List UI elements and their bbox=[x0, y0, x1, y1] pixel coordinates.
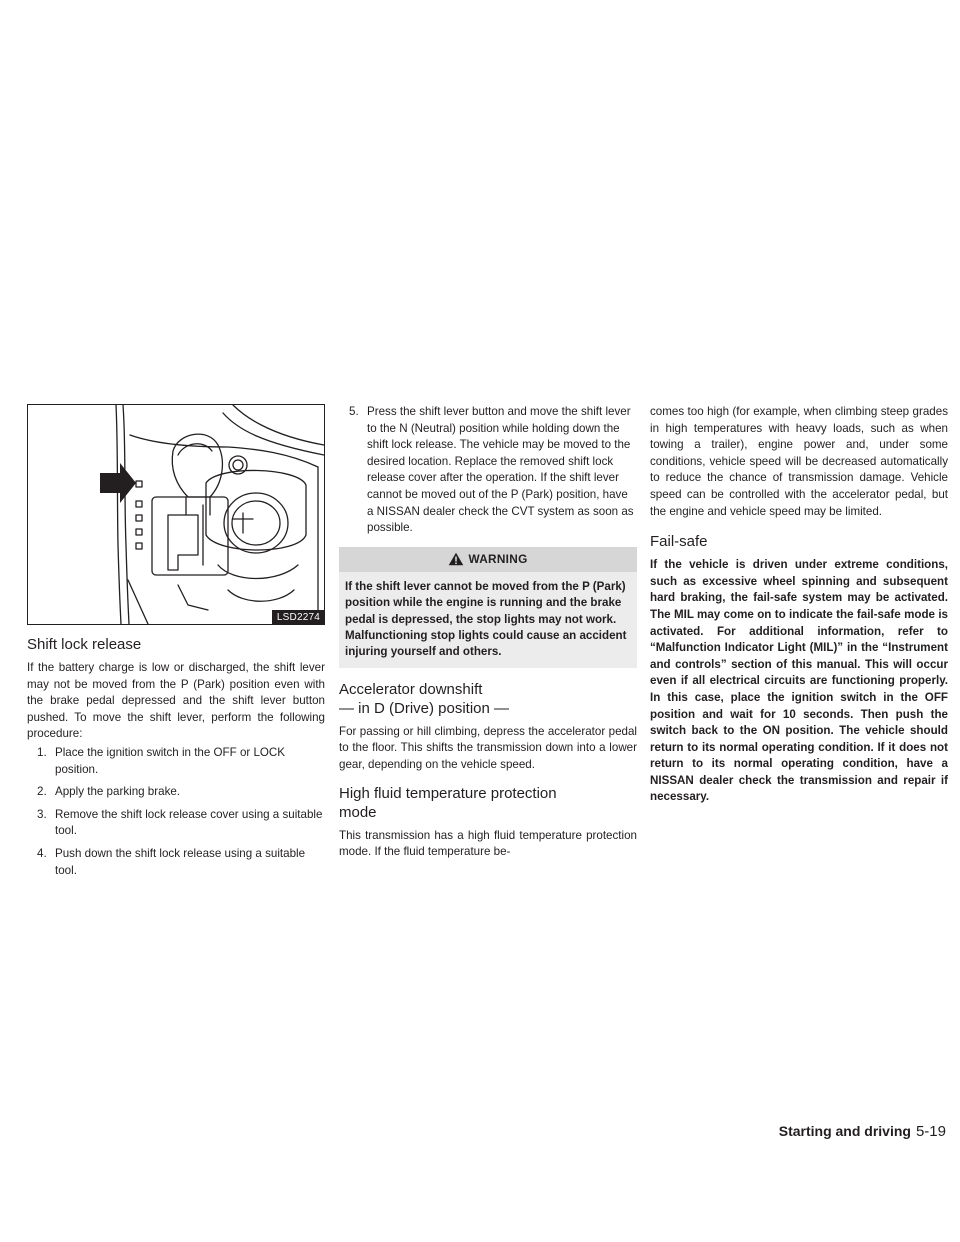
shift-lock-steps bbox=[27, 745, 325, 879]
shift-lever-figure bbox=[27, 404, 325, 625]
step-1: 1. Place the ignition switch in the OFF or LOCK position. bbox=[37, 745, 286, 776]
warning-header bbox=[339, 547, 637, 572]
figure-code: LSD2274 bbox=[272, 610, 324, 624]
high-fluid-text-part1: This transmission has a high fluid temperature protection mode. If the fluid temperature be- bbox=[339, 828, 637, 859]
shift-lock-steps-continued bbox=[339, 404, 637, 537]
warning-box bbox=[339, 547, 637, 668]
page-number: 5-19 bbox=[915, 1123, 946, 1140]
heading-shift-lock-release: Shift lock release bbox=[27, 636, 142, 653]
accelerator-text: For passing or hill climbing, depress the accelerator pedal to the floor. This shifts the transmission down into a lower gear, depending on the vehicle speed. bbox=[339, 724, 637, 771]
column-right bbox=[650, 404, 948, 806]
footer-section-title: Starting and driving bbox=[778, 1123, 911, 1139]
heading-high-fluid-temperature: High fluid temperature protection mode bbox=[339, 784, 557, 821]
step-4: 4. Push down the shift lock release using a suitable tool. bbox=[37, 846, 306, 877]
step-3: 3. Remove the shift lock release cover using a suitable tool. bbox=[37, 807, 323, 838]
column-left bbox=[27, 404, 325, 879]
warning-title: WARNING bbox=[468, 552, 528, 567]
warning-text: If the shift lever cannot be moved from the P (Park) position while the engine is running and the brake pedal is depressed, the stop lights may not work. Malfunctioning stop lights could cause an accident injuring yourself and others. bbox=[345, 579, 627, 659]
shift-console-illustration bbox=[28, 405, 324, 624]
column-middle bbox=[339, 404, 637, 861]
page-footer bbox=[650, 1121, 946, 1142]
fail-safe-text: If the vehicle is driven under extreme conditions, such as excessive wheel spinning and subsequent hard braking, the fail-safe system may be activated. The MIL may come on to indicate the fail-safe mode is activated. For additional information, refer to “Malfunction Indicator Light (MIL)” in the “Instrument and controls” section of this manual. This will occur even if all electrical circuits are functioning properly. In this case, place the ignition switch in the OFF position and wait for 10 seconds. Then push the switch back to the ON position. The vehicle should return to its normal operating condition. If it does not return to its normal operating condition, have a NISSAN dealer check the transmission and repair if necessary. bbox=[650, 558, 948, 804]
heading-fail-safe: Fail-safe bbox=[650, 533, 708, 551]
warning-body bbox=[339, 572, 637, 668]
step-5: 5. Press the shift lever button and move the shift lever to the N (Neutral) position while holding down the shift lock release. The vehicle may be moved to the desired location. Replace the removed shift lock release cover after the operation. If the shift lever cannot be moved out of the P (Park) position, have a NISSAN dealer check the CVT system as soon as possible. bbox=[349, 405, 634, 535]
shift-lock-intro: If the battery charge is low or discharged, the shift lever may not be moved from the P (Park) position even with the brake pedal depressed and the shift lever button pushed. To move the shift lever, perform the following procedure: bbox=[27, 661, 325, 741]
heading-accelerator-downshift: Accelerator downshift — in D (Drive) position — bbox=[339, 680, 510, 717]
warning-triangle-icon bbox=[448, 552, 464, 566]
step-2: 2. Apply the parking brake. bbox=[37, 785, 181, 799]
high-fluid-text-part2: comes too high (for example, when climbing steep grades in high temperatures with heavy loads, such as when towing a trailer), engine power and, under some conditions, vehicle speed will be decreased automatically to reduce the chance of transmission damage. Vehicle speed can be controlled with the accelerator pedal, but the engine and vehicle speed may be limited. bbox=[650, 405, 948, 518]
